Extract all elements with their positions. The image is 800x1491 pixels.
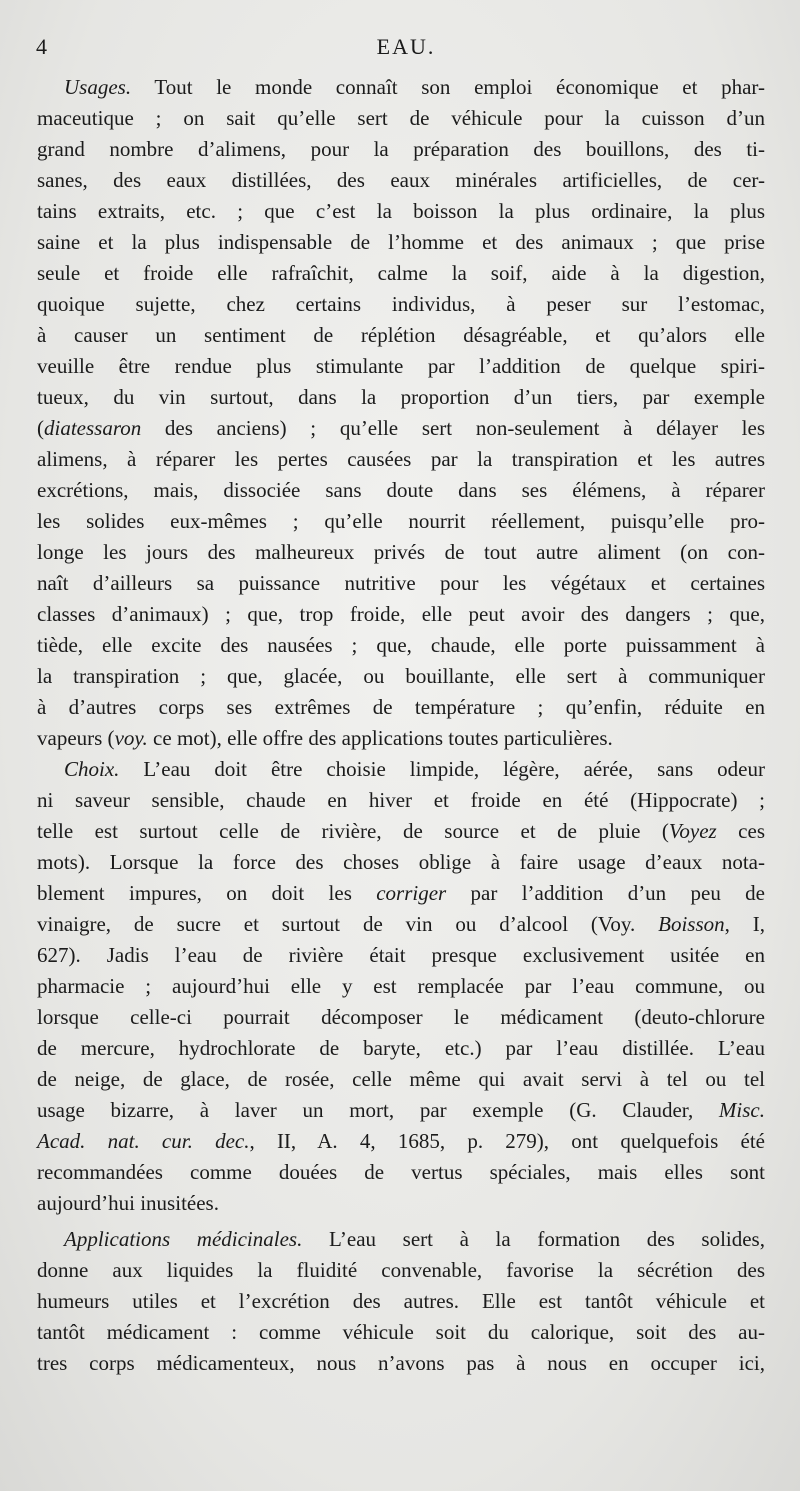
text-line: à causer un sentiment de réplétion désagréable, et qu’alors elle xyxy=(37,323,765,347)
text-line: tantôt médicament : comme véhicule soit du calorique, soit des au- xyxy=(37,1320,765,1344)
text-line: humeurs utiles et l’excrétion des autres. Elle est tantôt véhicule et xyxy=(37,1289,765,1313)
text-line: recommandées comme douées de vertus spéciales, mais elles sont xyxy=(37,1160,765,1184)
text-line: tres corps médicamenteux, nous n’avons pas à nous en occuper ici, xyxy=(37,1351,765,1375)
text-line: de mercure, hydrochlorate de baryte, etc.) par l’eau distillée. L’eau xyxy=(37,1036,765,1060)
text-line: vapeurs (voy. ce mot), elle offre des applications toutes particulières. xyxy=(37,726,613,750)
text-line: classes d’animaux) ; que, trop froide, elle peut avoir des dangers ; que, xyxy=(37,602,765,626)
text-line: Usages. Tout le monde connaît son emploi économique et phar- xyxy=(64,75,765,99)
page-header xyxy=(36,34,776,64)
text-line: maceutique ; on sait qu’elle sert de véhicule pour la cuisson d’un xyxy=(37,106,765,130)
text-line: blement impures, on doit les corriger par l’addition d’un peu de xyxy=(37,881,765,905)
text-line: tains extraits, etc. ; que c’est la boisson la plus ordinaire, la plus xyxy=(37,199,765,223)
text-line: à d’autres corps ses extrêmes de température ; qu’enfin, réduite en xyxy=(37,695,765,719)
running-head: EAU. xyxy=(376,34,436,59)
text-line: quoique sujette, chez certains individus, à peser sur l’estomac, xyxy=(37,292,765,316)
text-line: sanes, des eaux distillées, des eaux minérales artificielles, de cer- xyxy=(37,168,765,192)
text-line: telle est surtout celle de rivière, de source et de pluie (Voyez ces xyxy=(37,819,765,843)
text-line: Acad. nat. cur. dec., II, A. 4, 1685, p. 279), ont quelquefois été xyxy=(37,1129,765,1153)
text-line: tueux, du vin surtout, dans la proportion d’un tiers, par exemple xyxy=(37,385,765,409)
text-line: veuille être rendue plus stimulante par l’addition de quelque spiri- xyxy=(37,354,765,378)
text-line: ni saveur sensible, chaude en hiver et froide en été (Hippocrate) ; xyxy=(37,788,765,812)
text-line: Choix. L’eau doit être choisie limpide, légère, aérée, sans odeur xyxy=(64,757,765,781)
text-line: les solides eux-mêmes ; qu’elle nourrit réellement, puisqu’elle pro- xyxy=(37,509,765,533)
text-line: (diatessaron des anciens) ; qu’elle sert non-seulement à délayer les xyxy=(37,416,765,440)
text-line: lorsque celle-ci pourrait décomposer le médicament (deuto-chlorure xyxy=(37,1005,765,1029)
text-line: la transpiration ; que, glacée, ou bouillante, elle sert à communiquer xyxy=(37,664,765,688)
text-line: Applications médicinales. L’eau sert à la formation des solides, xyxy=(64,1227,765,1251)
text-line: de neige, de glace, de rosée, celle même qui avait servi à tel ou tel xyxy=(37,1067,765,1091)
text-line: aujourd’hui inusitées. xyxy=(37,1191,219,1215)
text-line: mots). Lorsque la force des choses oblige à faire usage d’eaux nota- xyxy=(37,850,765,874)
text-line: naît d’ailleurs sa puissance nutritive pour les végétaux et certaines xyxy=(37,571,765,595)
text-line: donne aux liquides la fluidité convenable, favorise la sécrétion des xyxy=(37,1258,765,1282)
text-line: grand nombre d’alimens, pour la préparation des bouillons, des ti- xyxy=(37,137,765,161)
text-line: longe les jours des malheureux privés de tout autre aliment (on con- xyxy=(37,540,765,564)
text-line: alimens, à réparer les pertes causées par la transpiration et les autres xyxy=(37,447,765,471)
text-line: seule et froide elle rafraîchit, calme la soif, aide à la digestion, xyxy=(37,261,765,285)
page-number: 4 xyxy=(36,34,47,59)
text-line: saine et la plus indispensable de l’homme et des animaux ; que prise xyxy=(37,230,765,254)
text-line: pharmacie ; aujourd’hui elle y est remplacée par l’eau commune, ou xyxy=(37,974,765,998)
text-line: usage bizarre, à laver un mort, par exemple (G. Clauder, Misc. xyxy=(37,1098,765,1122)
text-line: 627). Jadis l’eau de rivière était presque exclusivement usitée en xyxy=(37,943,765,967)
text-line: vinaigre, de sucre et surtout de vin ou d’alcool (Voy. Boisson, I, xyxy=(37,912,765,936)
body-text xyxy=(37,72,765,1379)
text-line: tiède, elle excite des nausées ; que, chaude, elle porte puissamment à xyxy=(37,633,765,657)
text-line: excrétions, mais, dissociée sans doute dans ses élémens, à réparer xyxy=(37,478,765,502)
